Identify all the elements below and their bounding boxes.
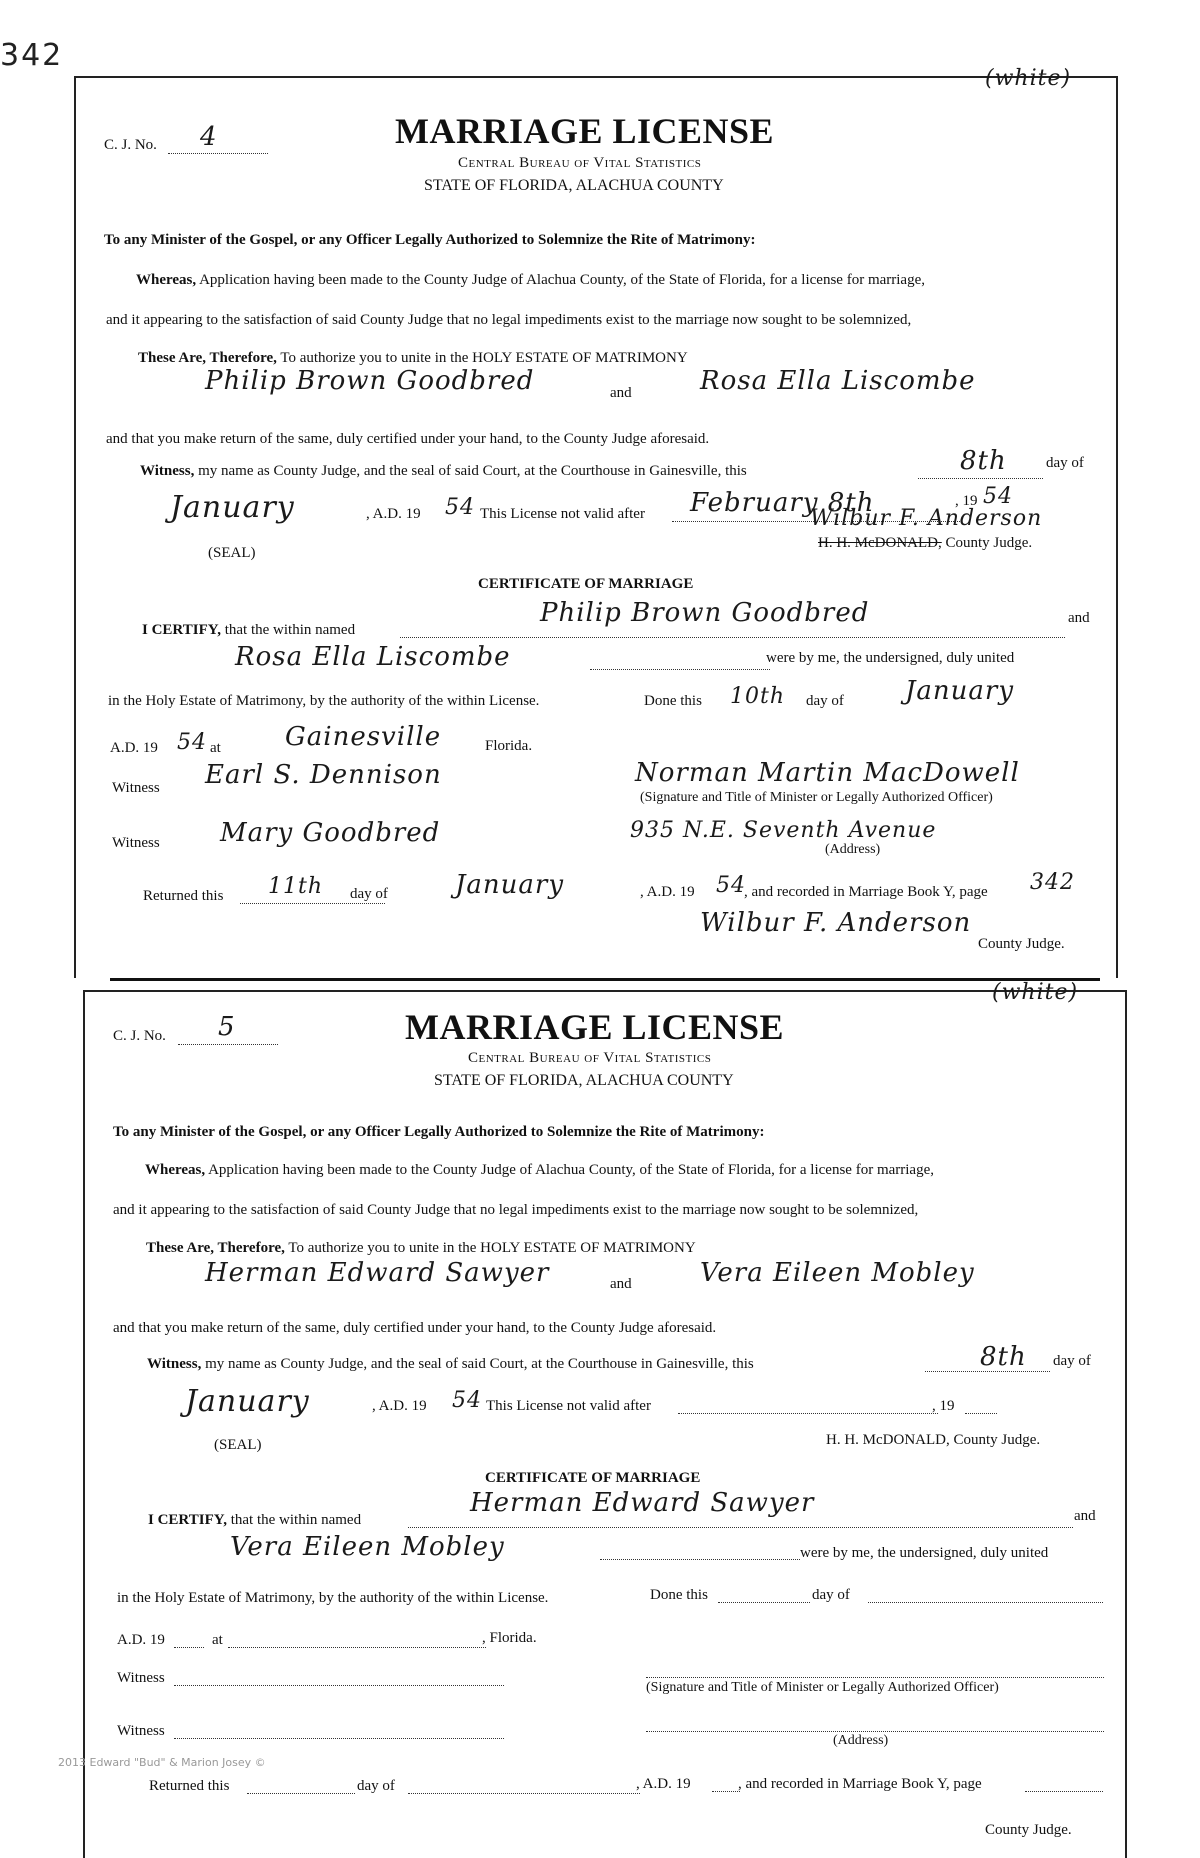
returned-this-1: Returned this bbox=[143, 888, 224, 904]
witness-text-2: my name as County Judge, and the seal of said Court, at the Courthouse in Gainesville, this bbox=[205, 1356, 754, 1372]
address-caption-1: (Address) bbox=[825, 842, 881, 857]
race-note-2: (white) bbox=[992, 980, 1079, 1005]
cj-line-2 bbox=[178, 1043, 278, 1045]
address-line-2b bbox=[646, 1730, 1104, 1732]
return-text-1: and that you make return of the same, duly certified under your hand, to the County Judge aforesaid. bbox=[106, 431, 710, 447]
cert-and-1: and bbox=[1068, 610, 1090, 626]
these-are-1 bbox=[138, 350, 688, 367]
judge-printed-1 bbox=[818, 535, 1032, 552]
issue-year-1: 54 bbox=[445, 495, 475, 520]
these-lead-1: These Are, Therefore, bbox=[138, 350, 277, 366]
witness-label-2b: Witness bbox=[117, 1723, 165, 1739]
recorded-text-1: , and recorded in Marriage Book Y, page bbox=[744, 884, 988, 900]
witness-text-1: my name as County Judge, and the seal of said Court, at the Courthouse in Gainesville, this bbox=[198, 463, 747, 479]
license-2-frame bbox=[83, 990, 1127, 1858]
done-year-1: 54 bbox=[177, 730, 207, 755]
officer-address-1: 935 N.E. Seventh Avenue bbox=[630, 818, 937, 843]
returned-year-line-2 bbox=[712, 1790, 740, 1792]
watermark: 2013 Edward "Bud" & Marion Josey © bbox=[58, 1756, 266, 1769]
day-of-1: day of bbox=[1046, 455, 1084, 471]
judge-printed-2: H. H. McDONALD, County Judge. bbox=[826, 1432, 1041, 1448]
state-2: STATE OF FLORIDA, ALACHUA COUNTY bbox=[434, 1072, 734, 1089]
cert-groom-1: Philip Brown Goodbred bbox=[540, 598, 870, 628]
cert-bride-line-1 bbox=[590, 668, 770, 670]
witness-line-2b bbox=[174, 1737, 504, 1739]
county-judge-2: County Judge. bbox=[985, 1822, 1072, 1838]
book-page-line-2 bbox=[1025, 1790, 1103, 1792]
issue-day-1: 8th bbox=[960, 446, 1007, 476]
bride-name-2: Vera Eileen Mobley bbox=[700, 1258, 975, 1288]
done-month-1: January bbox=[905, 676, 1015, 706]
these-text-1: To authorize you to unite in the HOLY ESTATE OF MATRIMONY bbox=[280, 350, 688, 366]
certify-lead-1: I CERTIFY, bbox=[142, 622, 221, 638]
county-judge-1: County Judge. bbox=[945, 535, 1033, 551]
officer-caption-2: (Signature and Title of Minister or Legally Authorized Officer) bbox=[646, 1680, 999, 1695]
appearing-2: and it appearing to the satisfaction of said County Judge that no legal impediments exist to the marriage now sought to be solemnized, bbox=[113, 1202, 919, 1218]
ad-19-1: A.D. 19 bbox=[110, 740, 158, 756]
cert-groom-line-1 bbox=[400, 636, 1065, 638]
bride-name-1: Rosa Ella Liscombe bbox=[700, 366, 976, 396]
state-1: STATE OF FLORIDA, ALACHUA COUNTY bbox=[424, 177, 724, 194]
witness-label-2a: Witness bbox=[117, 1670, 165, 1686]
groom-name-1: Philip Brown Goodbred bbox=[205, 366, 535, 396]
whereas-1 bbox=[136, 272, 925, 289]
valid-after-line-2 bbox=[678, 1412, 938, 1414]
florida-2: , Florida. bbox=[482, 1630, 537, 1646]
seal-1: (SEAL) bbox=[208, 545, 256, 561]
united-text-2: were by me, the undersigned, duly united bbox=[800, 1545, 1049, 1561]
valid-after-1: February 8th bbox=[690, 488, 875, 518]
judge-name-struck-1: H. H. McDONALD, bbox=[818, 535, 942, 551]
at-2: at bbox=[212, 1632, 223, 1648]
cert-title-1: CERTIFICATE OF MARRIAGE bbox=[478, 576, 694, 592]
witness-label-1a: Witness bbox=[112, 780, 160, 796]
witness-lead-2: Witness, bbox=[147, 1356, 202, 1372]
returned-ad-1: , A.D. 19 bbox=[640, 884, 695, 900]
judge-signature-1: Wilbur F. Anderson bbox=[810, 506, 1043, 531]
race-note-1: (white) bbox=[985, 66, 1072, 91]
issue-day-line-1 bbox=[918, 477, 1043, 479]
officer-caption-1: (Signature and Title of Minister or Legally Authorized Officer) bbox=[640, 790, 993, 805]
address-line-1: To any Minister of the Gospel, or any Officer Legally Authorized to Solemnize the Rite of Matrimony: bbox=[104, 232, 756, 248]
witness-line-2a bbox=[174, 1684, 504, 1686]
place-line-2 bbox=[228, 1646, 486, 1648]
whereas-lead-1: Whereas, bbox=[136, 272, 197, 288]
issue-day-2: 8th bbox=[980, 1342, 1027, 1372]
cert-bride-2: Vera Eileen Mobley bbox=[230, 1532, 505, 1562]
returned-day-1: 11th bbox=[268, 874, 324, 899]
these-are-2 bbox=[146, 1240, 696, 1257]
whereas-text-1: Application having been made to the County Judge of Alachua County, of the State of Florida, for a license for marriage, bbox=[199, 272, 925, 288]
book-page-1: 342 bbox=[1030, 870, 1075, 895]
groom-name-2: Herman Edward Sawyer bbox=[205, 1258, 550, 1288]
these-lead-2: These Are, Therefore, bbox=[146, 1240, 285, 1256]
officer-line-2 bbox=[646, 1676, 1104, 1678]
page-number: 342 bbox=[0, 38, 64, 73]
cert-bride-line-2 bbox=[600, 1558, 800, 1560]
certify-2 bbox=[148, 1512, 361, 1529]
done-day-line-2 bbox=[718, 1601, 810, 1603]
certify-1 bbox=[142, 622, 355, 639]
cert-groom-2: Herman Edward Sawyer bbox=[470, 1488, 815, 1518]
valid-year-line-2 bbox=[965, 1412, 997, 1414]
witness-clause-1 bbox=[140, 463, 747, 480]
cj-number-2: 5 bbox=[218, 1012, 236, 1042]
witness-label-1b: Witness bbox=[112, 835, 160, 851]
holy-text-1: in the Holy Estate of Matrimony, by the authority of the within License. bbox=[108, 693, 540, 709]
certify-text-1: that the within named bbox=[224, 622, 356, 638]
issue-month-2: January bbox=[185, 1384, 310, 1419]
witness-clause-2 bbox=[147, 1356, 754, 1373]
returned-month-1: January bbox=[455, 870, 565, 900]
final-county-judge-1: County Judge. bbox=[978, 936, 1065, 952]
address-line-2: To any Minister of the Gospel, or any Officer Legally Authorized to Solemnize the Rite of Matrimony: bbox=[113, 1124, 765, 1140]
day-of-2: day of bbox=[1053, 1353, 1091, 1369]
return-text-2: and that you make return of the same, duly certified under your hand, to the County Judge aforesaid. bbox=[113, 1320, 717, 1336]
witness-lead-1: Witness, bbox=[140, 463, 195, 479]
returned-this-2: Returned this bbox=[149, 1778, 230, 1794]
license-title-2: MARRIAGE LICENSE bbox=[405, 1007, 785, 1047]
holy-text-2: in the Holy Estate of Matrimony, by the authority of the within License. bbox=[117, 1590, 549, 1606]
and-2: and bbox=[610, 1276, 632, 1292]
done-year-line-2 bbox=[174, 1646, 204, 1648]
recorded-text-2: , and recorded in Marriage Book Y, page bbox=[738, 1776, 982, 1792]
witness1-1: Earl S. Dennison bbox=[205, 760, 442, 790]
valid-year-prefix-2: , 19 bbox=[932, 1398, 955, 1414]
done-dayof-1: day of bbox=[806, 693, 844, 709]
done-this-2: Done this bbox=[650, 1587, 708, 1603]
bureau-2: Central Bureau of Vital Statistics bbox=[468, 1050, 712, 1066]
issue-year-2: 54 bbox=[452, 1388, 482, 1413]
valid-year-prefix-1: , 19 bbox=[955, 493, 978, 509]
bureau-1: Central Bureau of Vital Statistics bbox=[458, 155, 702, 171]
whereas-lead-2: Whereas, bbox=[145, 1162, 206, 1178]
cj-line-1 bbox=[168, 152, 268, 154]
appearing-1: and it appearing to the satisfaction of said County Judge that no legal impediments exist to the marriage now sought to be solemnized, bbox=[106, 312, 912, 328]
valid-year-1: 54 bbox=[983, 484, 1013, 509]
united-text-1: were by me, the undersigned, duly united bbox=[766, 650, 1015, 666]
witness2-1: Mary Goodbred bbox=[220, 818, 441, 848]
cj-label-2: C. J. No. bbox=[113, 1028, 166, 1044]
certify-lead-2: I CERTIFY, bbox=[148, 1512, 227, 1528]
done-day-1: 10th bbox=[730, 684, 786, 709]
certify-text-2: that the within named bbox=[230, 1512, 362, 1528]
done-this-1: Done this bbox=[644, 693, 702, 709]
cj-label-1: C. J. No. bbox=[104, 137, 157, 153]
returned-ad-2: , A.D. 19 bbox=[636, 1776, 691, 1792]
returned-year-1: 54 bbox=[716, 873, 746, 898]
ad-label-1: , A.D. 19 bbox=[366, 506, 421, 522]
cj-number-1: 4 bbox=[200, 122, 218, 152]
returned-day-line-2 bbox=[247, 1792, 355, 1794]
ad-19-2: A.D. 19 bbox=[117, 1632, 165, 1648]
cert-title-2: CERTIFICATE OF MARRIAGE bbox=[485, 1470, 701, 1486]
license-title-1: MARRIAGE LICENSE bbox=[395, 111, 775, 151]
at-1: at bbox=[210, 740, 221, 756]
address-caption-2: (Address) bbox=[833, 1733, 889, 1748]
cert-groom-line-2 bbox=[408, 1526, 1073, 1528]
whereas-text-2: Application having been made to the County Judge of Alachua County, of the State of Florida, for a license for marriage, bbox=[208, 1162, 934, 1178]
place-1: Gainesville bbox=[285, 722, 442, 752]
florida-1: Florida. bbox=[485, 738, 533, 754]
officer-1: Norman Martin MacDowell bbox=[635, 758, 1020, 788]
issue-month-1: January bbox=[170, 490, 295, 525]
done-dayof-2: day of bbox=[812, 1587, 850, 1603]
seal-2: (SEAL) bbox=[214, 1437, 262, 1453]
license-separator bbox=[110, 978, 1100, 981]
not-valid-text-1: This License not valid after bbox=[480, 506, 645, 522]
returned-month-line-2 bbox=[408, 1792, 640, 1794]
and-1: and bbox=[610, 385, 632, 401]
returned-dayof-2: day of bbox=[357, 1778, 395, 1794]
whereas-2 bbox=[145, 1162, 934, 1179]
cert-bride-1: Rosa Ella Liscombe bbox=[235, 642, 511, 672]
done-month-line-2 bbox=[868, 1601, 1103, 1603]
final-judge-signature-1: Wilbur F. Anderson bbox=[700, 908, 972, 938]
ad-label-2: , A.D. 19 bbox=[372, 1398, 427, 1414]
cert-and-2: and bbox=[1074, 1508, 1096, 1524]
returned-dayof-1: day of bbox=[350, 886, 388, 902]
these-text-2: To authorize you to unite in the HOLY ESTATE OF MATRIMONY bbox=[288, 1240, 696, 1256]
not-valid-text-2: This License not valid after bbox=[486, 1398, 651, 1414]
